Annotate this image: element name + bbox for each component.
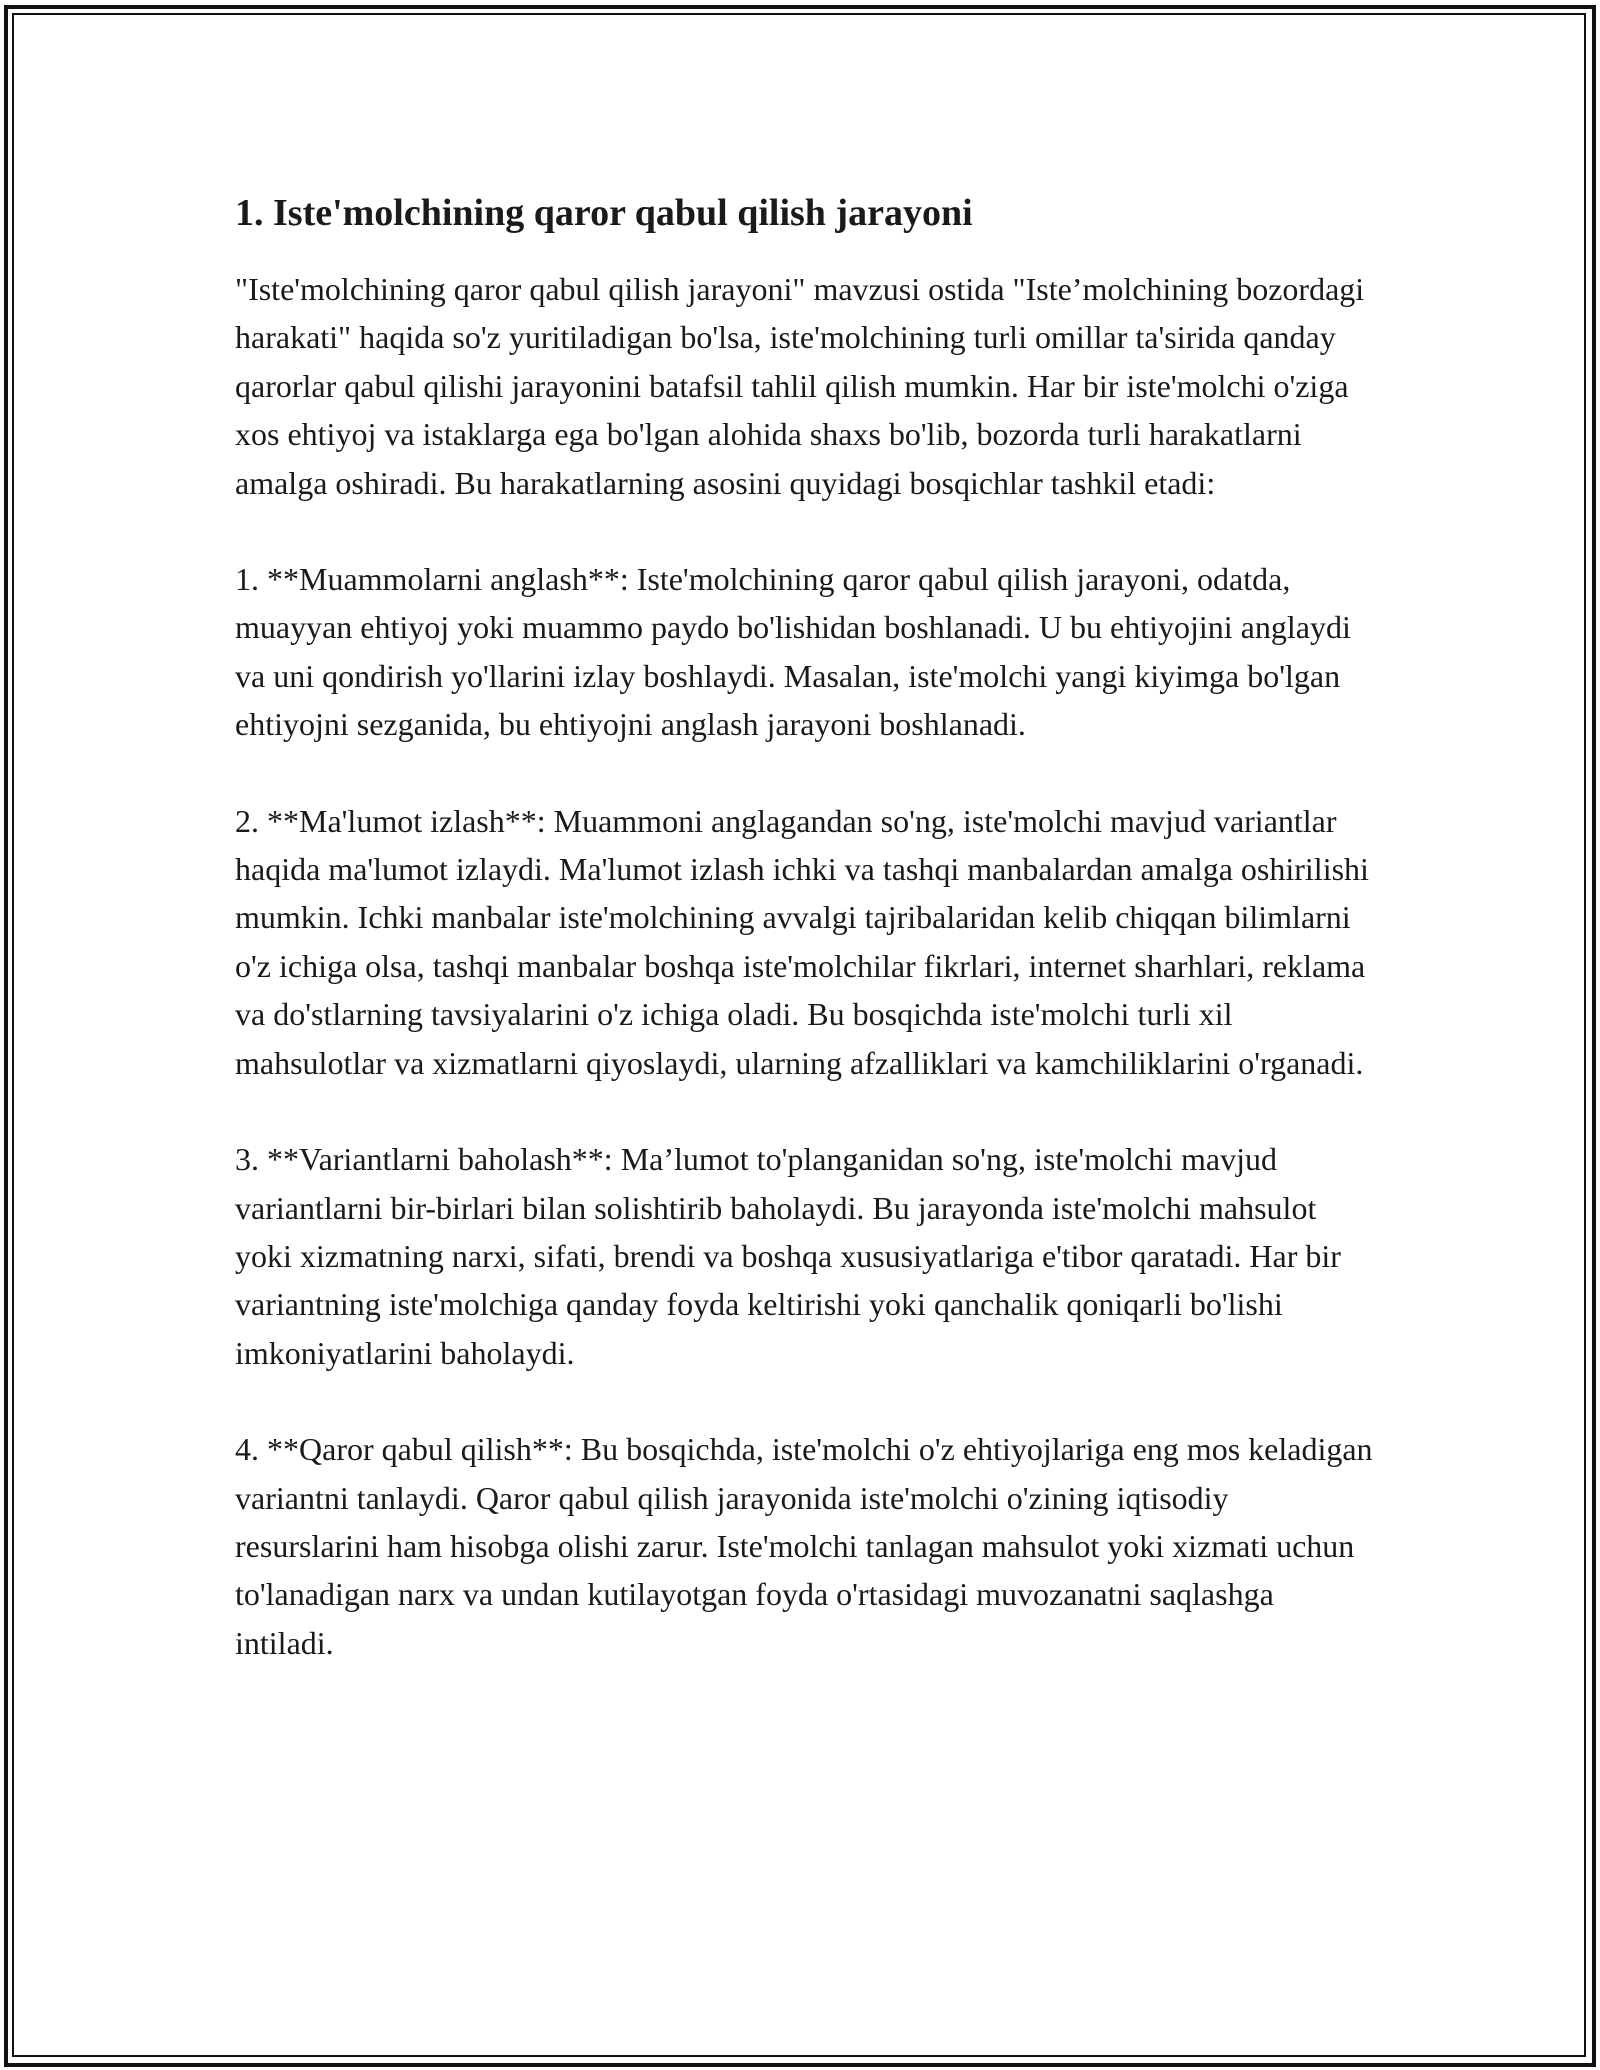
paragraph-step-1: 1. **Muammolarni anglash**: Iste'molchining qaror qabul qilish jarayoni, odatda, muayyan ehtiyoj yoki muammo paydo bo'lishidan boshlanadi. U bu ehtiyojini anglaydi va uni qondirish yo'llarini izlay boshlaydi. Masalan, iste'molchi yangi kiyimga bo'lgan ehtiyojni sezganida, bu ehtiyojni anglash jarayoni boshlanadi. xyxy=(235,561,1351,743)
paragraph-intro: "Iste'molchining qaror qabul qilish jarayoni" mavzusi ostida "Iste’molchining bozordagi harakati" haqida so'z yuritiladigan bo'lsa, iste'molchining turli omillar ta'sirida qanday qarorlar qabul qilishi jarayonini batafsil tahlil qilish mumkin. Har bir iste'molchi o'ziga xos ehtiyoj va istaklarga ega bo'lgan alohida shaxs bo'lib, bozorda turli harakatlarni amalga oshiradi. Bu harakatlarning asosini quyidagi bosqichlar tashkil etadi: xyxy=(235,271,1365,501)
paragraph-step-2: 2. **Ma'lumot izlash**: Muammoni anglagandan so'ng, iste'molchi mavjud variantlar haqida ma'lumot izlaydi. Ma'lumot izlash ichki va tashqi manbalardan amalga oshirilishi mumkin. Ichki manbalar iste'molchining avvalgi tajribalaridan kelib chiqqan bilimlarni o'z ichiga olsa, tashqi manbalar boshqa iste'molchilar fikrlari, internet sharhlari, reklama va do'stlarning tavsiyalarini o'z ichiga oladi. Bu bosqichda iste'molchi turli xil mahsulotlar va xizmatlarni qiyoslaydi, ularning afzalliklari va kamchiliklarini o'rganadi. xyxy=(235,802,1369,1081)
document-title: 1. Iste'molchining qaror qabul qilish jarayoni xyxy=(235,192,973,234)
paragraph-step-3: 3. **Variantlarni baholash**: Ma’lumot to'planganidan so'ng, iste'molchi mavjud variantlarni bir-birlari bilan solishtirib baholaydi. Bu jarayonda iste'molchi mahsulot yoki xizmatning narxi, sifati, brendi va boshqa xususiyatlariga e'tibor qaratadi. Har bir variantning iste'molchiga qanday foyda keltirishi yoki qanchalik qoniqarli bo'lishi imkoniyatlarini baholaydi. xyxy=(235,1141,1341,1371)
document-body xyxy=(235,185,1380,1715)
paragraph-step-4: 4. **Qaror qabul qilish**: Bu bosqichda, iste'molchi o'z ehtiyojlariga eng mos keladigan variantni tanlaydi. Qaror qabul qilish jarayonida iste'molchi o'zining iqtisodiy resurslarini ham hisobga olishi zarur. Iste'molchi tanlagan mahsulot yoki xizmati uchun to'lanadigan narx va undan kutilayotgan foyda o'rtasidagi muvozanatni saqlashga intiladi. xyxy=(235,1431,1373,1661)
